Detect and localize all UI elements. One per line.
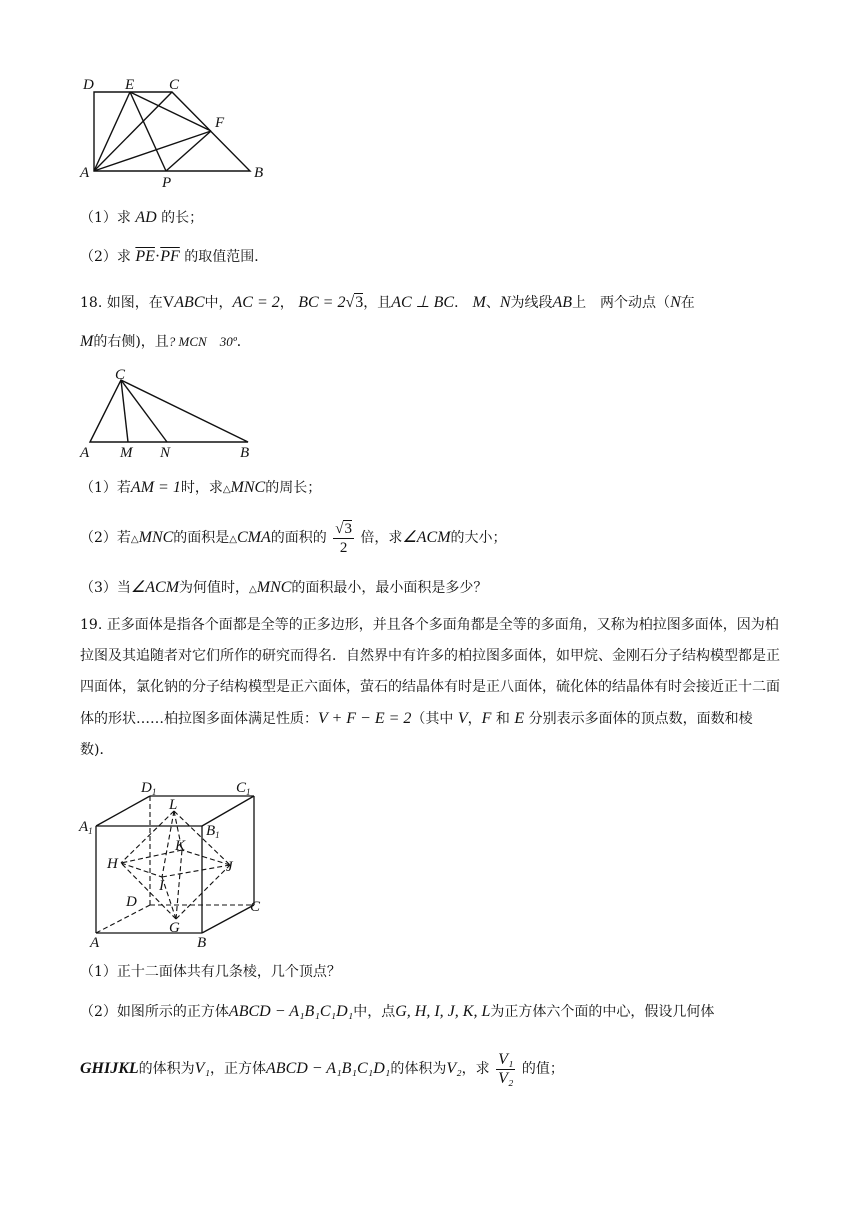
label-b1: $B_1$ xyxy=(206,823,220,840)
label-h: H xyxy=(107,856,118,872)
label-d: D xyxy=(83,77,94,93)
label-c1: $C_1$ xyxy=(236,780,251,797)
q19-stem: 19. 正多面体是指各个面都是全等的正多边形，并且各个多面角都是全等的多面角，又称为柏拉图多面体，因为柏拉图及其追随者对它们所作的研究而得名．自然界中有许多的柏拉图多面体，如甲烷、金刚石分子结构模型都是正四面体，氯化钠的分子结构模型是正六面体，萤石的结晶体有时是正八面体，硫化体的结晶体有时会接近正十二面体的形状……柏拉图多面体满足性质：V + F − E = 2（其中 V，F 和 E 分别表示多面体的顶点数，面数和棱数)． xyxy=(80,617,780,758)
fraction-sqrt3-over-2: $\frac{√3}{2}$ xyxy=(335,520,352,556)
q18-stem-line2: M的右侧)，且? MCN 30º． xyxy=(80,333,251,350)
label-c: C xyxy=(250,899,261,915)
label-a: A xyxy=(80,165,90,181)
label-n: N xyxy=(160,445,171,461)
label-d: D xyxy=(126,894,137,910)
label-e: E xyxy=(125,77,135,93)
label-b: B xyxy=(254,165,264,181)
figure-trapezoid xyxy=(80,74,270,189)
figure-triangle xyxy=(78,368,268,463)
q19-part1: （1）正十二面体共有几条棱，几个顶点？ xyxy=(80,964,341,980)
label-k: K xyxy=(175,838,186,854)
q18-stem-line1: 18. 如图，在VABC中，AC = 2， BC = 2√3，且AC ⊥ BC． M、N为线段AB上 两个动点（N在 xyxy=(80,294,695,311)
q18-part3: （3）当∠ACM为何值时，△MNC的面积最小，最小面积是多少？ xyxy=(80,579,488,596)
q19-part2-line1: （2）如图所示的正方体ABCD − A₁B₁C₁D₁中，点G, H, I, J, K, L为正方体六个面的中心，假设几何体 xyxy=(80,1003,715,1020)
fraction-v1-over-v2: $\frac{\text{V₁}}{\text{V₂}}$ xyxy=(498,1050,514,1087)
q17-part1: （1）求 AD 的长； xyxy=(80,209,204,226)
label-a: A xyxy=(80,445,90,461)
label-d1: $D_1$ xyxy=(141,780,157,797)
label-b: B xyxy=(240,445,250,461)
q17-part2: （2）求 $\overline{PE}\cdot\overline{PF}$ 的取值范围． xyxy=(80,248,269,265)
q18-part1: （1）若AM = 1时，求△MNC的周长； xyxy=(80,479,322,496)
label-c: C xyxy=(169,77,180,93)
label-a: A xyxy=(90,935,100,951)
label-a1: $A_1$ xyxy=(79,819,93,836)
q19-part2-line2: GHIJKL的体积为V₁，正方体ABCD − A₁B₁C₁D₁的体积为V₂，求 $\frac{\text{V₁}}{\text{V₂}}$ 的值； xyxy=(80,1050,564,1087)
label-m: M xyxy=(120,445,133,461)
q18-part2: （2）若△MNC的面积是△CMA的面积的 $\frac{√3}{2}$ 倍，求∠ACM的大小； xyxy=(80,520,507,556)
label-p: P xyxy=(162,175,172,191)
label-j: J xyxy=(226,859,233,875)
label-l: L xyxy=(169,797,178,813)
label-b: B xyxy=(197,935,207,951)
label-f: F xyxy=(215,115,225,131)
figure-cube-octahedron xyxy=(78,780,278,952)
label-c: C xyxy=(115,367,126,383)
label-i: I xyxy=(159,878,164,894)
label-g: G xyxy=(169,920,180,936)
